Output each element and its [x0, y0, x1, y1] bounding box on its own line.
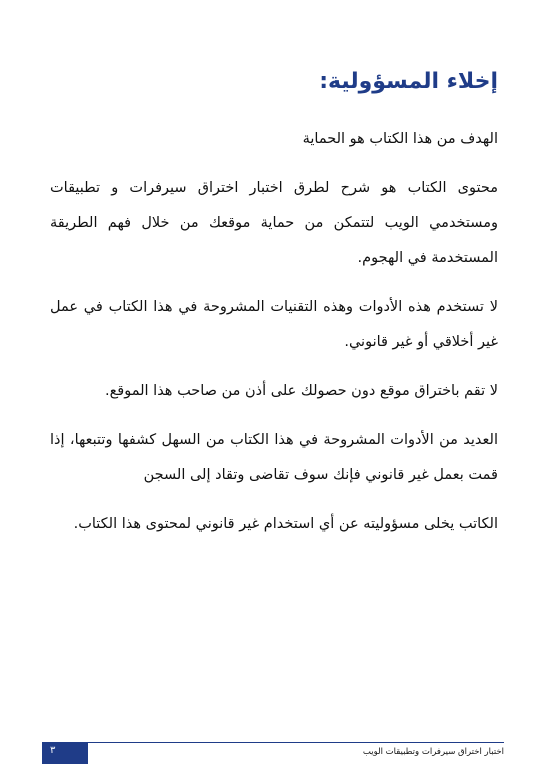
paragraph-content-description: محتوى الكتاب هو شرح لطرق اختبار اختراق سيرفرات و تطبيقات ومستخدمي الويب لتتمكن من حماية موقعك من خلال فهم الطريقة المستخدمة في الهجوم.	[50, 180, 498, 266]
paragraph-author-disclaimer: الكاتب يخلى مسؤوليته عن أي استخدام غير قانوني لمحتوى هذا الكتاب.	[73, 516, 498, 532]
paragraph-legal-warning: العديد من الأدوات المشروحة في هذا الكتاب من السهل كشفها وتتبعها، إذا قمت بعمل غير قانوني فإنك سوف تقاضى وتقاد إلى السجن	[50, 432, 498, 483]
footer-book-title: اختبار اختراق سيرفرات وتطبيقات الويب	[362, 747, 504, 757]
page-content	[50, 60, 498, 556]
page-footer	[42, 742, 504, 765]
page-number: ٣	[42, 743, 88, 764]
page-title: إخلاء المسؤولية:	[319, 69, 498, 94]
paragraph-purpose: الهدف من هذا الكتاب هو الحماية	[302, 131, 498, 147]
paragraph-usage-warning: لا تستخدم هذه الأدوات وهذه التقنيات المشروحة في هذا الكتاب في عمل غير أخلاقي أو غير قانوني.	[50, 299, 498, 350]
paragraph-permission-warning: لا تقم باختراق موقع دون حصولك على أذن من صاحب هذا الموقع.	[104, 383, 498, 399]
